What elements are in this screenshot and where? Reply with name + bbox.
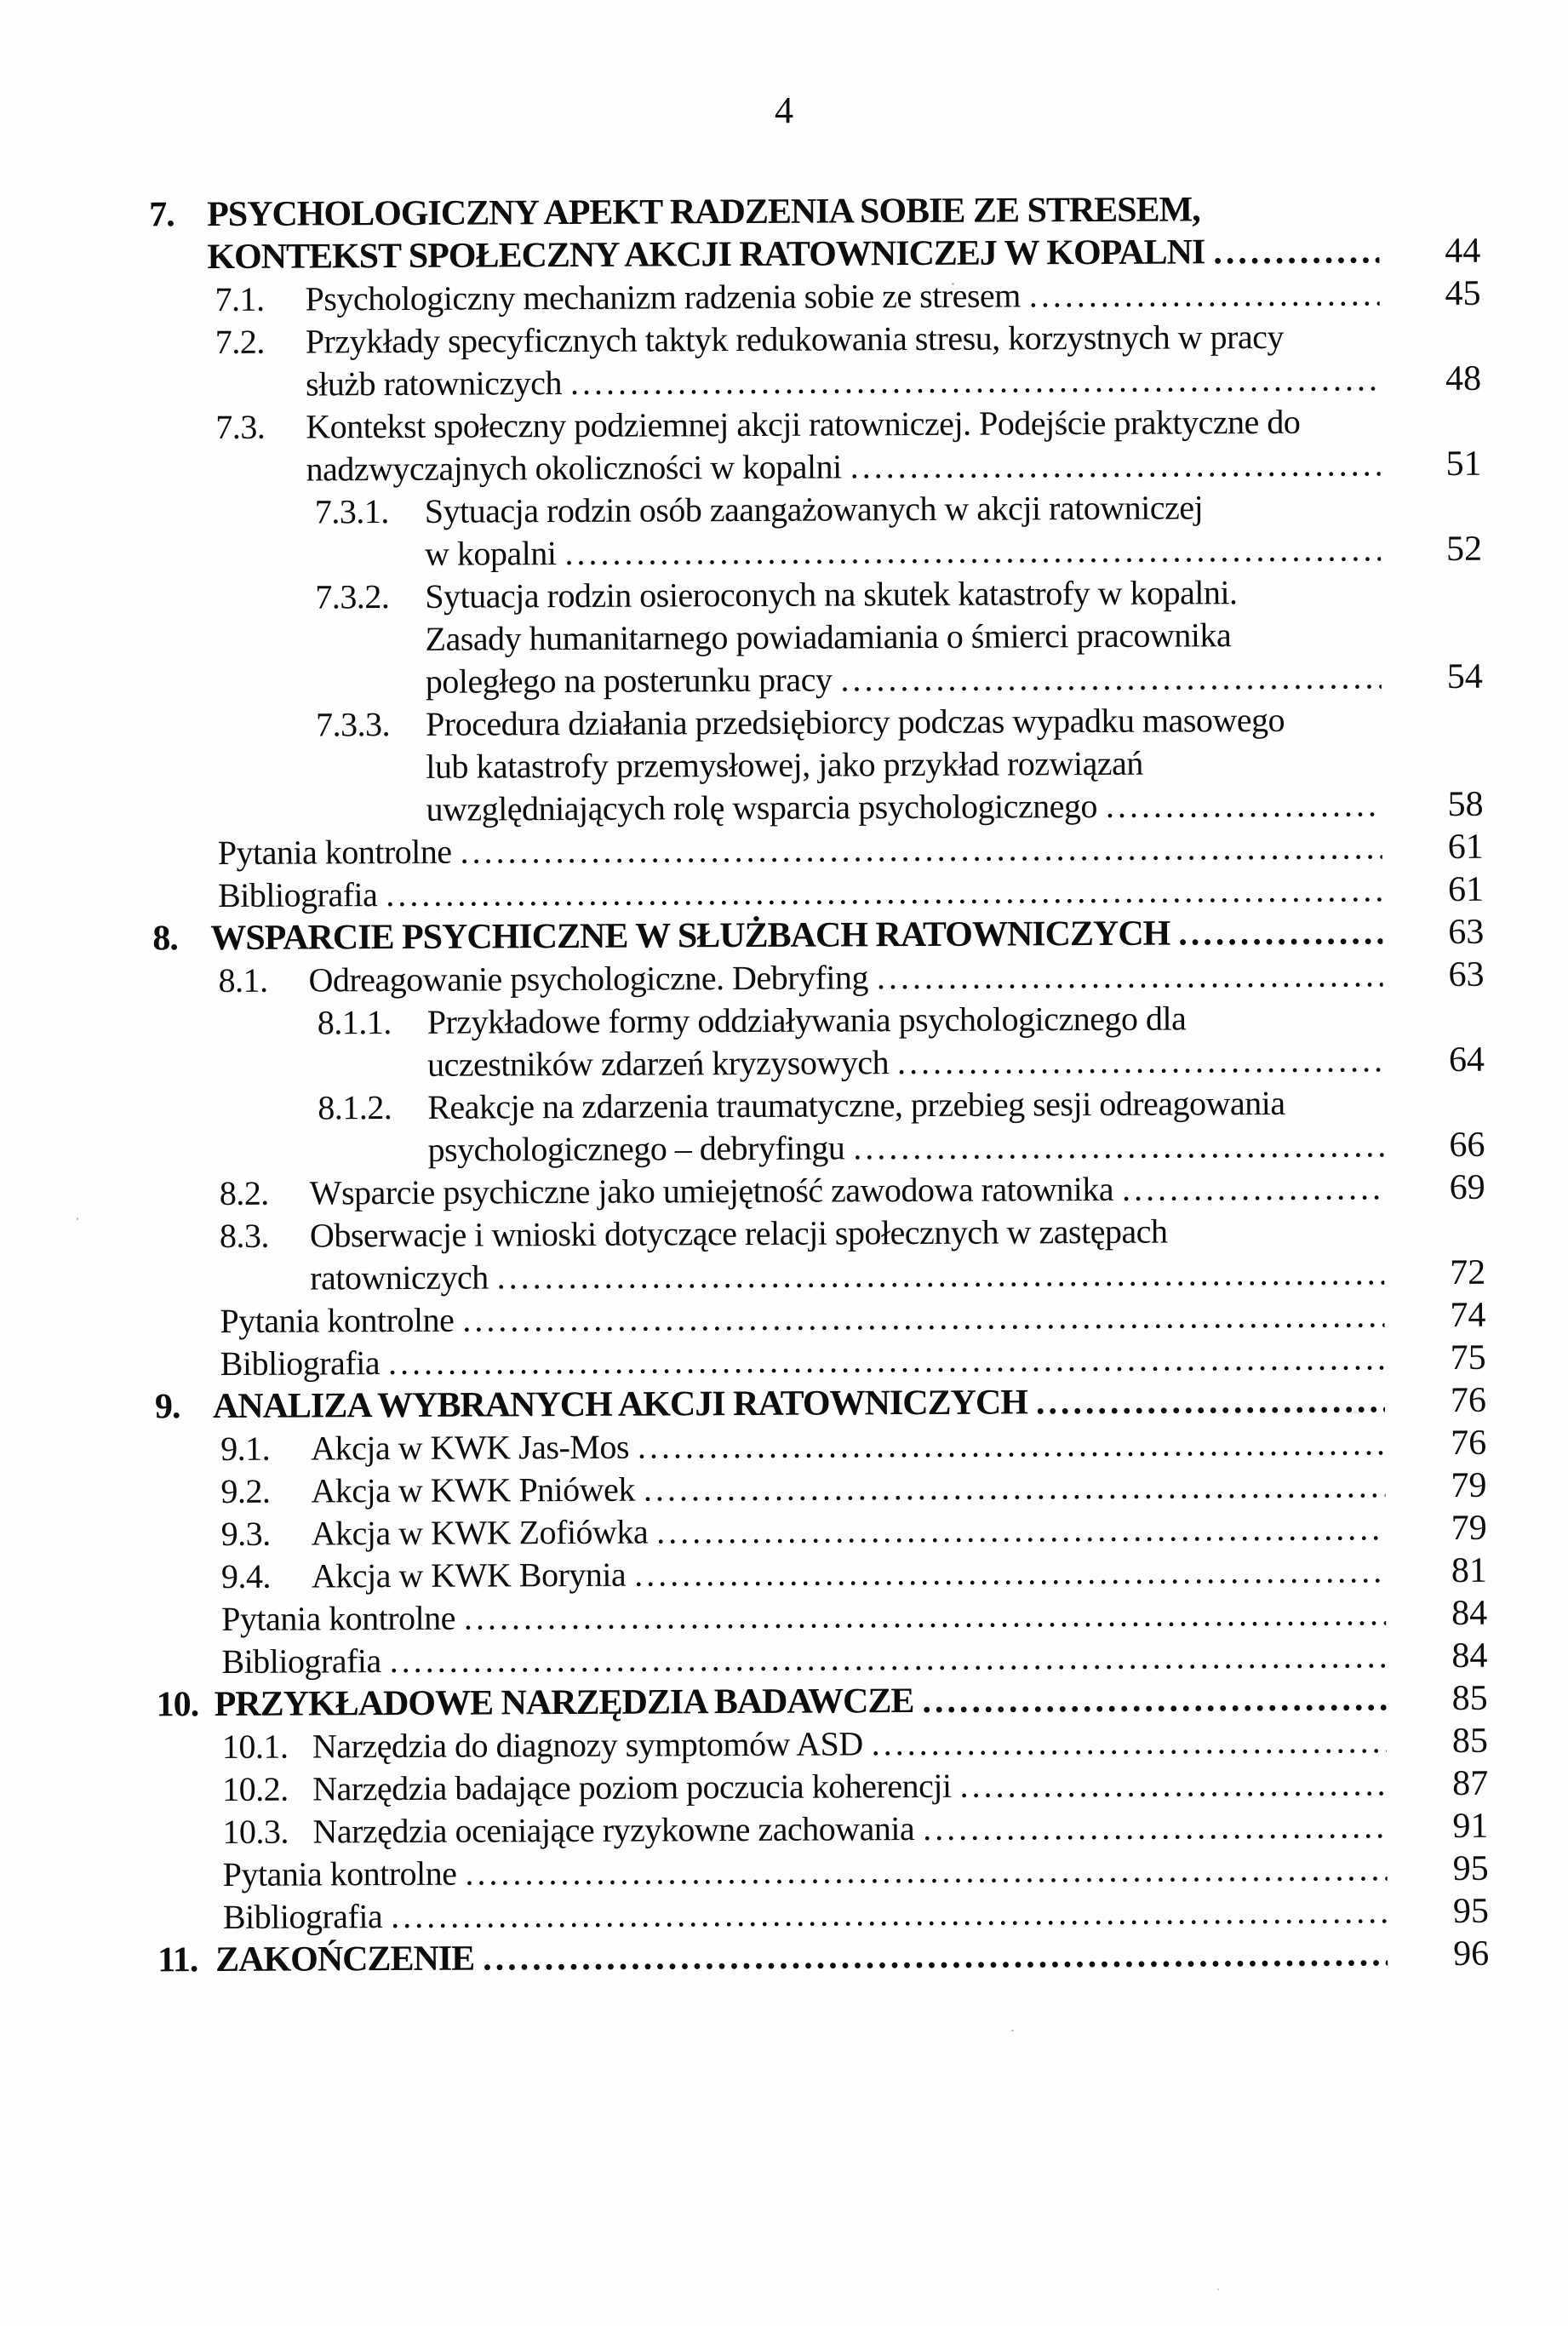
entry-text: Bibliografia: [217, 875, 378, 915]
entry-text: Odreagowanie psychologiczne. Debryfing: [308, 958, 869, 1000]
scan-speck: [952, 283, 954, 285]
toc-row: [5, 1166, 1491, 1217]
entry-text: Akcja w KWK Zofiówka: [311, 1512, 649, 1553]
entry-text: Pytania kontrolne: [220, 1300, 455, 1341]
toc-row: [5, 1252, 1491, 1302]
toc-row: [8, 1720, 1493, 1770]
entry-number: 8.1.1.: [317, 1003, 392, 1042]
entry-text: PSYCHOLOGICZNY APEKT RADZENIA SOBIE ZE STRESEM,: [207, 190, 1200, 235]
entry-number: 9.4.: [220, 1556, 272, 1596]
toc-entry-7-3-2: [2, 570, 1488, 706]
toc-row: [1, 443, 1486, 493]
toc-entry-pytania-kontrolne-10: [9, 1848, 1494, 1898]
entry-number: 7.3.1.: [314, 492, 389, 531]
toc-entry-bibliografia-10: [9, 1890, 1494, 1940]
page-number: 72: [1450, 1252, 1486, 1292]
toc-row: [9, 1933, 1494, 1983]
entry-text: ZAKOŃCZENIE: [215, 1939, 475, 1980]
entry-text: Narzędzia do diagnozy symptomów ASD: [312, 1724, 863, 1766]
toc-row: [4, 1124, 1490, 1174]
page-number: 51: [1445, 444, 1482, 484]
dot-leader: [1097, 783, 1382, 828]
page-number: 66: [1449, 1125, 1485, 1165]
entry-text: nadzwyczajnych okoliczności w kopalni: [306, 447, 842, 489]
entry-number: 9.1.: [220, 1429, 271, 1469]
toc-row: [2, 613, 1487, 663]
toc-row: [3, 741, 1488, 791]
toc-row: [1, 400, 1486, 450]
page-number: 91: [1452, 1806, 1489, 1846]
toc-row: [7, 1592, 1492, 1642]
entry-text: Pytania kontrolne: [222, 1853, 457, 1894]
entry-text: Bibliografia: [220, 1343, 381, 1384]
table-of-contents: [0, 187, 1494, 1983]
page-number: 85: [1451, 1721, 1489, 1761]
entry-number: 8.1.2.: [318, 1088, 392, 1127]
dot-leader: [382, 1890, 1388, 1938]
entry-number: 7.3.: [215, 407, 266, 447]
toc-row: [4, 1039, 1490, 1089]
toc-entry-7-3-1: [2, 485, 1487, 578]
dot-leader: [832, 656, 1382, 701]
dot-leader: [489, 1252, 1385, 1298]
entry-text: Akcja w KWK Borynia: [311, 1555, 627, 1596]
entry-text: uczestników zdarzeń kryzysowych: [426, 1043, 890, 1084]
page-number: 48: [1445, 358, 1482, 398]
scan-speck: [1011, 2030, 1014, 2031]
entry-text: Wsparcie psychiczne jako umiejętność zawodowa ratownika: [309, 1169, 1114, 1212]
dot-leader: [842, 443, 1381, 488]
dot-leader: [914, 1805, 1387, 1850]
toc-row: [0, 230, 1485, 280]
toc-row: [8, 1762, 1493, 1813]
entry-text: Zasady humanitarnego powiadamiania o śmierci pracownika: [425, 616, 1232, 658]
entry-number: 7.3.3.: [315, 705, 391, 744]
toc-row: [6, 1379, 1491, 1429]
dot-leader: [629, 1422, 1385, 1468]
dot-leader: [868, 954, 1383, 999]
dot-leader: [1170, 911, 1382, 954]
toc-entry-10-3: [8, 1805, 1493, 1855]
toc-entry-9-2: [6, 1464, 1491, 1515]
entry-number: 8.: [152, 919, 178, 959]
dot-leader: [456, 1848, 1387, 1894]
page-number: 63: [1448, 954, 1485, 994]
entry-text: Reakcje na zdarzenia traumatyczne, przebieg sesji odreagowania: [427, 1083, 1285, 1126]
toc-entry-bibliografia-8: [6, 1337, 1491, 1387]
entry-number: 7.2.: [215, 322, 265, 362]
entry-text: Akcja w KWK Jas-Mos: [311, 1427, 630, 1468]
page-number: 84: [1451, 1636, 1488, 1676]
entry-text: psychologicznego – debryfingu: [427, 1128, 845, 1169]
page-number: 64: [1448, 1040, 1485, 1080]
toc-row: [6, 1422, 1491, 1472]
toc-entry-7-2: [1, 315, 1486, 408]
toc-row: [1, 315, 1486, 365]
dot-leader: [1205, 230, 1379, 273]
dot-leader: [474, 1933, 1388, 1979]
entry-text: Pytania kontrolne: [217, 832, 452, 873]
toc-entry-9-1: [6, 1422, 1491, 1472]
dot-leader: [635, 1464, 1386, 1510]
entry-text: Sytuacja rodzin osieroconych na skutek katastrofy w kopalni.: [425, 573, 1238, 616]
page-number: 81: [1451, 1550, 1488, 1590]
toc-entry-7-3: [1, 400, 1486, 493]
toc-entry-bibliografia-9: [7, 1635, 1492, 1685]
toc-entry-8-1-1: [4, 996, 1490, 1089]
toc-entry-8-1: [3, 954, 1489, 1004]
entry-text: Przykładowe formy oddziaływania psychologicznego dla: [426, 999, 1187, 1041]
toc-entry-8-3: [5, 1209, 1491, 1302]
entry-text: lub katastrofy przemysłowej, jako przykład rozwiązań: [426, 743, 1143, 786]
toc-row: [7, 1635, 1492, 1685]
toc-entry-8-1-2: [4, 1081, 1490, 1174]
toc-row: [9, 1848, 1494, 1898]
dot-leader: [451, 826, 1382, 873]
page-number: 79: [1451, 1508, 1487, 1548]
entry-number: 11.: [157, 1940, 198, 1980]
page-number: 44: [1445, 231, 1481, 271]
page-number-header: 4: [775, 89, 793, 131]
toc-row: [5, 1294, 1491, 1344]
entry-text: WSPARCIE PSYCHICZNE W SŁUŻBACH RATOWNICZYCH: [210, 914, 1170, 959]
entry-text: PRZYKŁADOWE NARZĘDZIA BADAWCZE: [214, 1681, 914, 1725]
entry-text: Narzędzia badające poziom poczucia koherencji: [312, 1766, 952, 1808]
page-number: 45: [1445, 273, 1481, 313]
toc-entry-10-2: [8, 1762, 1493, 1813]
toc-entry-9-3: [7, 1507, 1492, 1557]
page-number: 96: [1453, 1934, 1490, 1974]
page-number: 95: [1452, 1848, 1489, 1888]
entry-number: 9.2.: [220, 1471, 271, 1511]
toc-row: [5, 1209, 1491, 1259]
toc-row: [2, 570, 1487, 621]
toc-row: [7, 1550, 1492, 1600]
toc-row: [6, 1464, 1491, 1515]
toc-entry-bibliografia-7: [3, 868, 1489, 919]
dot-leader: [556, 528, 1381, 575]
toc-row: [2, 528, 1487, 578]
toc-row: [9, 1890, 1494, 1940]
dot-leader: [951, 1762, 1387, 1807]
entry-text: Bibliografia: [221, 1641, 381, 1681]
page-number: 84: [1451, 1593, 1488, 1633]
entry-text: poległego na posterunku pracy: [425, 660, 833, 701]
page-number: 74: [1450, 1295, 1486, 1335]
toc-entry-pytania-kontrolne-7: [3, 826, 1489, 876]
toc-entry-pytania-kontrolne-9: [7, 1592, 1492, 1642]
toc-row: [2, 485, 1487, 536]
entry-number: 7.3.2.: [315, 577, 390, 616]
dot-leader: [454, 1294, 1384, 1341]
entry-number: 9.: [154, 1387, 180, 1427]
page-number: 61: [1447, 827, 1484, 867]
toc-row: [6, 1337, 1491, 1387]
entry-text: Obserwacje i wnioski dotyczące relacji społecznych w zastępach: [309, 1212, 1168, 1255]
dot-leader: [1113, 1166, 1384, 1211]
entry-text: Pytania kontrolne: [221, 1598, 456, 1639]
entry-text: w kopalni: [424, 534, 557, 573]
entry-text: ratowniczych: [310, 1258, 489, 1298]
dot-leader: [377, 868, 1382, 916]
entry-text: służb ratowniczych: [305, 364, 563, 404]
toc-entry-7: [0, 187, 1485, 280]
toc-entry-8: [3, 911, 1489, 961]
entry-number: 10.3.: [222, 1812, 289, 1852]
entry-text: Bibliografia: [222, 1897, 383, 1937]
entry-text: Akcja w KWK Pniówek: [311, 1470, 635, 1510]
entry-text: Przykłady specyficznych taktyk redukowania stresu, korzystnych w pracy: [305, 317, 1285, 361]
toc-entry-9: [6, 1379, 1491, 1429]
entry-text: Procedura działania przedsiębiorcy podczas wypadku masowego: [425, 700, 1285, 743]
entry-number: 8.1.: [218, 960, 268, 1000]
toc-entry-10-1: [8, 1720, 1493, 1770]
page-number: 61: [1447, 869, 1485, 909]
entry-number: 8.2.: [219, 1173, 269, 1213]
toc-entry-pytania-kontrolne-8: [5, 1294, 1491, 1344]
toc-row: [1, 358, 1486, 408]
toc-row: [3, 911, 1489, 961]
entry-number: 9.3.: [220, 1514, 271, 1554]
toc-entry-7-1: [0, 272, 1485, 323]
page-number: 95: [1452, 1891, 1489, 1931]
toc-row: [4, 996, 1490, 1046]
dot-leader: [1027, 1379, 1385, 1424]
dot-leader: [1021, 272, 1380, 317]
entry-number: 10.: [156, 1685, 199, 1725]
page-number: 79: [1451, 1465, 1487, 1505]
dot-leader: [562, 358, 1380, 404]
page-number: 76: [1451, 1423, 1487, 1463]
toc-entry-7-3-3: [3, 698, 1489, 834]
toc-row: [3, 783, 1488, 834]
entry-text: Sytuacja rodzin osób zaangażowanych w akcji ratowniczej: [424, 488, 1204, 530]
entry-number: 8.3.: [219, 1216, 270, 1256]
toc-row: [3, 868, 1489, 919]
scan-speck: [409, 862, 410, 863]
toc-entry-11: [9, 1933, 1494, 1983]
toc-row: [8, 1805, 1493, 1855]
toc-row: [0, 272, 1485, 323]
dot-leader: [844, 1124, 1383, 1169]
page-number: 75: [1450, 1338, 1486, 1378]
page-number: 76: [1450, 1380, 1487, 1420]
scan-speck: [1217, 2289, 1219, 2290]
toc-row: [0, 187, 1485, 238]
page-number: 63: [1448, 912, 1485, 952]
dot-leader: [863, 1720, 1387, 1765]
dot-leader: [889, 1039, 1383, 1084]
entry-text: Kontekst społeczny podziemnej akcji ratowniczej. Podejście praktyczne do: [306, 402, 1301, 446]
toc-row: [8, 1677, 1493, 1727]
toc-row: [3, 698, 1488, 748]
entry-number: 10.1.: [221, 1727, 289, 1767]
page-number: 58: [1447, 784, 1484, 824]
entry-number: 10.2.: [222, 1769, 289, 1809]
entry-text: Narzędzia oceniające ryzykowne zachowania: [312, 1809, 915, 1851]
dot-leader: [626, 1550, 1386, 1596]
toc-row: [3, 954, 1489, 1004]
entry-number: 7.: [149, 195, 175, 235]
entry-text: uwzględniających rolę wsparcia psychologicznego: [426, 786, 1098, 828]
entry-text: KONTEKST SPOŁECZNY AKCJI RATOWNICZEJ W KOPALNI: [207, 232, 1205, 278]
dot-leader: [455, 1592, 1386, 1639]
dot-leader: [381, 1635, 1387, 1682]
dot-leader: [648, 1507, 1386, 1553]
toc-row: [3, 826, 1489, 876]
toc-entry-10: [8, 1677, 1493, 1727]
dot-leader: [380, 1337, 1385, 1384]
toc-row: [4, 1081, 1490, 1131]
page-number: 85: [1451, 1678, 1488, 1718]
toc-entry-8-2: [5, 1166, 1491, 1217]
page-number: 52: [1445, 529, 1483, 569]
page-number: 69: [1449, 1167, 1485, 1207]
toc-entry-9-4: [7, 1550, 1492, 1600]
dot-leader: [913, 1677, 1386, 1722]
page-number: 54: [1446, 656, 1483, 696]
entry-text: ANALIZA WYBRANYCH AKCJI RATOWNICZYCH: [212, 1383, 1028, 1427]
entry-number: 7.1.: [215, 279, 265, 319]
page-number: 87: [1452, 1763, 1489, 1803]
scan-speck: [77, 1217, 78, 1220]
entry-text: Psychologiczny mechanizm radzenia sobie ze stresem: [305, 276, 1021, 318]
toc-row: [7, 1507, 1492, 1557]
toc-row: [3, 656, 1488, 706]
